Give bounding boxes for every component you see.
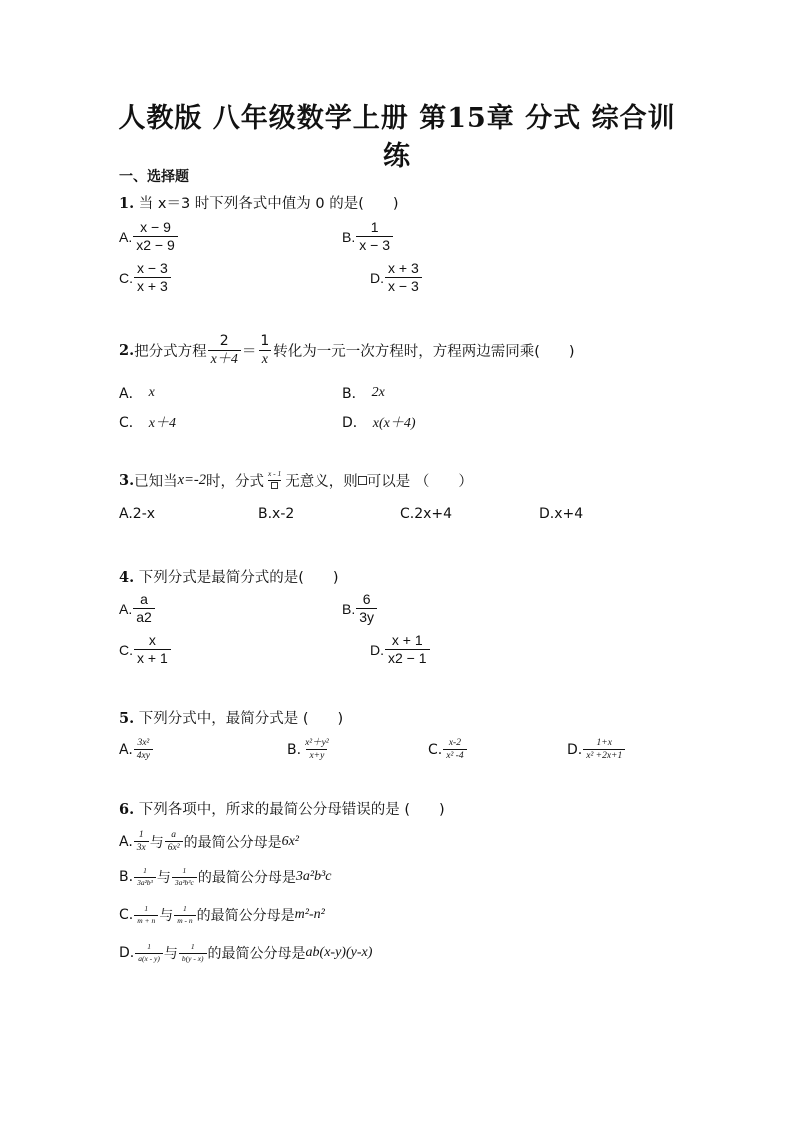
q2-option-b[interactable]: B． 2x [342,385,385,402]
q2-option-d[interactable]: D． x(x＋4) [342,415,416,431]
question-number: 1. [119,195,135,212]
q3-option-b[interactable]: B.x-2 [258,506,295,522]
question-6: 6. 下列各项中，所求的最简公分母错误的是 ( ) [119,801,445,818]
q1-option-a[interactable]: A. $\frac{x - 9}{x2 - 9}$ [119,220,179,254]
question-stem: 当 x＝3 时下列各式中值为 0 的是( ) [134,196,399,212]
q6-option-c[interactable]: C. $\frac{1}{m + n}$ 与 $\frac{1}{m - n}$ 的最简公分母是 m²-n² [119,904,325,925]
blank-box-icon [358,476,367,485]
q2-option-c[interactable]: C． x＋4 [119,415,176,431]
q3-option-c[interactable]: C.2x+4 [400,506,453,522]
q4-option-b[interactable]: B. $\frac{6}{3y}$ [342,592,378,626]
q4-option-c[interactable]: C. $\frac{x}{x + 1}$ [119,633,172,667]
blank-box-icon [271,482,278,489]
q5-option-b[interactable]: B. $\frac{\text{x²＋y²}}{x+y}$ [287,738,329,762]
q6-option-d[interactable]: D. $\frac{1}{a(x - y)}$ 与 $\frac{1}{b(y - x)}$ 的最简公分母是 ab(x-y)(y-x) [119,942,373,963]
page-title-line1: 人教版 八年级数学上册 第15章 分式 综合训 [118,103,676,134]
q5-option-c[interactable]: C. $\frac{x-2}{\text{x² -4}}$ [428,738,468,762]
q2-option-a[interactable]: A． x [119,385,155,402]
question-4: 4. 下列分式是最简分式的是( ) [119,569,339,586]
q1-option-d[interactable]: D. $\frac{x + 3}{x - 3}$ [370,261,423,295]
question-3: 3. 已知当 x=-2 时，分式 x - 1 无意义，则 可以是 （ ） [119,469,473,490]
q5-option-a[interactable]: A. $\frac{\text{3x²}}{4xy}$ [119,738,154,762]
q3-option-a[interactable]: A.2-x [119,506,156,522]
q1-option-c[interactable]: C. $\frac{x - 3}{x + 3}$ [119,261,172,295]
q6-option-b[interactable]: B. $\frac{1}{\text{3a²b³}}$ 与 $\frac{1}{\text{3a²b³c}}$ 的最简公分母是 3a²b³c [119,866,332,887]
question-1 [119,192,399,213]
question-2: 2. 把分式方程 $\frac{2}{x+4}$ ＝ $\frac{1}{x}$ 转化为一元一次方程时，方程两边需同乘( ) [119,333,575,368]
q3-option-d[interactable]: D.x+4 [539,506,584,522]
q6-option-a[interactable]: A. $\frac{1}{3x}$ 与 $\frac{a}{\text{6x²}}$ 的最简公分母是 6x² [119,830,299,854]
q5-option-d[interactable]: D. $\frac{1+x}{\text{x² +2x+1}}$ [567,738,626,762]
q4-option-a[interactable]: A. $\frac{a}{a2}$ [119,592,156,626]
section-heading: 一、选择题 [119,169,189,185]
page-title-line2: 练 [383,141,411,172]
q1-option-b[interactable]: B. $\frac{1}{x - 3}$ [342,220,394,254]
question-5: 5. 下列分式中，最简分式是 ( ) [119,710,344,727]
q4-option-d[interactable]: D. $\frac{x + 1}{x2 - 1}$ [370,633,431,667]
